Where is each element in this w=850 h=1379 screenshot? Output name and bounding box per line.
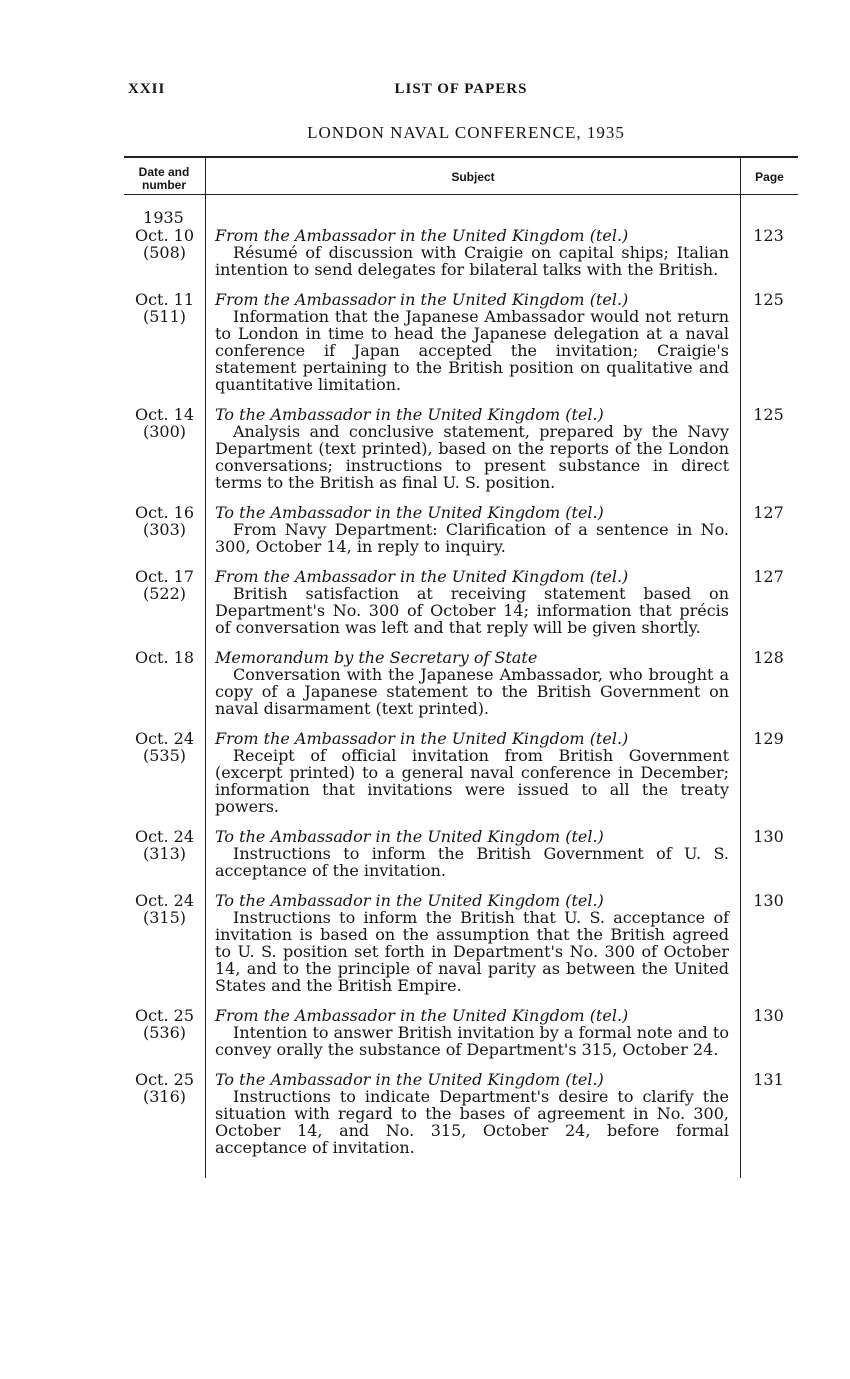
papers-table-body <box>124 209 798 1169</box>
entry-date: Oct. 24 <box>134 827 195 846</box>
column-header-date-line2: number <box>141 178 186 192</box>
entry-page: 127 <box>753 567 784 586</box>
entry-subject-cell <box>205 291 739 393</box>
entry-date: Oct. 25 <box>134 1070 195 1089</box>
entry-sender: From the Ambassador in the United Kingdom (tel.) <box>215 567 629 586</box>
entry-date-cell <box>124 892 205 994</box>
entry-page: 127 <box>753 503 784 522</box>
entry-date-cell <box>124 291 205 393</box>
entry-date: Oct. 17 <box>134 567 195 586</box>
page-number: XXII <box>128 81 166 97</box>
entry-summary: Receipt of official invitation from British Government (excerpt printed) to a general naval conference in December; information that invitations were issued to all the treaty powers. <box>215 746 729 816</box>
entry-date: Oct. 14 <box>134 405 195 424</box>
entry-number: (316) <box>142 1087 187 1106</box>
entry-sender: To the Ambassador in the United Kingdom (tel.) <box>215 503 604 522</box>
entry-summary: From Navy Department: Clarification of a sentence in No. 300, October 14, in reply to inquiry. <box>215 520 729 556</box>
entry-date-cell <box>124 227 205 278</box>
column-header-date-line1: Date and <box>138 165 190 179</box>
entry-summary: Conversation with the Japanese Ambassador, who brought a copy of a Japanese statement to the British Government on naval disarmament (text printed). <box>215 665 729 718</box>
entry-subject-cell <box>205 504 739 555</box>
table-row <box>124 828 798 879</box>
entry-sender: From the Ambassador in the United Kingdom (tel.) <box>215 290 629 309</box>
entry-subject-cell <box>205 1007 739 1058</box>
entry-subject-cell <box>205 730 739 815</box>
entry-date: Oct. 16 <box>134 503 195 522</box>
entry-number: (303) <box>142 520 187 539</box>
entry-summary: Instructions to inform the British Government of U. S. acceptance of the invitation. <box>215 844 729 880</box>
entry-sender: Memorandum by the Secretary of State <box>215 648 538 667</box>
entry-date: Oct. 25 <box>134 1006 195 1025</box>
entry-page: 131 <box>753 1070 784 1089</box>
column-header-subject: Subject <box>451 170 495 184</box>
entry-sender: From the Ambassador in the United Kingdom (tel.) <box>215 226 629 245</box>
table-row <box>124 892 798 994</box>
entry-subject-cell <box>205 227 739 278</box>
entry-summary: Information that the Japanese Ambassador would not return to London in time to head the Japanese delegation at a naval conference if Japan accepted the invitation; Craigie's statement pertaining to the British position on qualitative and quantitative limitation. <box>215 307 729 394</box>
entry-sender: To the Ambassador in the United Kingdom (tel.) <box>215 1070 604 1089</box>
table-row <box>124 504 798 555</box>
entry-date-cell <box>124 828 205 879</box>
entry-sender: To the Ambassador in the United Kingdom (tel.) <box>215 827 604 846</box>
entry-summary: Intention to answer British invitation by a formal note and to convey orally the substance of Department's 315, October 24. <box>215 1023 729 1059</box>
table-row <box>124 730 798 815</box>
entry-sender: From the Ambassador in the United Kingdom (tel.) <box>215 1006 629 1025</box>
entry-date: Oct. 10 <box>134 226 195 245</box>
entry-page: 130 <box>753 1006 784 1025</box>
entry-number: (508) <box>142 243 187 262</box>
year-label: 1935 <box>143 208 184 227</box>
column-header-page: Page <box>755 170 784 184</box>
table-row <box>124 568 798 636</box>
entry-page: 125 <box>753 290 784 309</box>
entry-date-cell <box>124 568 205 636</box>
entry-date: Oct. 24 <box>134 729 195 748</box>
entry-sender: From the Ambassador in the United Kingdom (tel.) <box>215 729 629 748</box>
table-row <box>124 291 798 393</box>
entry-subject-cell <box>205 892 739 994</box>
entry-subject-cell <box>205 1071 739 1156</box>
entry-page: 128 <box>753 648 784 667</box>
entry-number: (315) <box>142 908 187 927</box>
entry-number: (536) <box>142 1023 187 1042</box>
entry-summary: Instructions to indicate Department's desire to clarify the situation with regard to the bases of agreement in No. 300, October 14, and No. 315, October 24, before formal acceptance of invitation. <box>215 1087 729 1157</box>
entry-summary: Résumé of discussion with Craigie on capital ships; Italian intention to send delegates for bilateral talks with the British. <box>215 243 729 279</box>
entry-summary: British satisfaction at receiving statement based on Department's No. 300 of October 14; information that précis of conversation was left and that reply will be given shortly. <box>215 584 729 637</box>
table-row <box>124 1071 798 1156</box>
entry-summary: Analysis and conclusive statement, prepared by the Navy Department (text printed), based on the reports of the London conversations; instructions to present substance in direct terms to the British as final U. S. position. <box>215 422 729 492</box>
entry-number: (313) <box>142 844 187 863</box>
entry-number: (300) <box>142 422 187 441</box>
entry-date-cell <box>124 1071 205 1156</box>
entry-sender: To the Ambassador in the United Kingdom (tel.) <box>215 405 604 424</box>
table-row <box>124 227 798 278</box>
entry-number: (511) <box>142 307 187 326</box>
entry-subject-cell <box>205 649 739 717</box>
entry-date-cell <box>124 730 205 815</box>
entry-date-cell <box>124 649 205 717</box>
entry-subject-cell <box>205 568 739 636</box>
entry-page: 130 <box>753 827 784 846</box>
entry-page: 123 <box>753 226 784 245</box>
entry-number: (522) <box>142 584 187 603</box>
entry-subject-cell <box>205 406 739 491</box>
entry-date: Oct. 24 <box>134 891 195 910</box>
entry-page: 130 <box>753 891 784 910</box>
entry-subject-cell <box>205 828 739 879</box>
entry-date-cell <box>124 406 205 491</box>
column-header-date <box>124 166 204 192</box>
table-top-rule <box>124 156 798 158</box>
entry-date-cell <box>124 1007 205 1058</box>
entry-summary: Instructions to inform the British that U. S. acceptance of invitation is based on the assumption that the British agreed to U. S. position set forth in Department's No. 300 of October 14, and to the principle of naval parity as between the United States and the British Empire. <box>215 908 729 995</box>
entry-sender: To the Ambassador in the United Kingdom (tel.) <box>215 891 604 910</box>
entry-page: 125 <box>753 405 784 424</box>
section-title: LONDON NAVAL CONFERENCE, 1935 <box>307 123 625 142</box>
entry-date: Oct. 11 <box>134 290 195 309</box>
table-row <box>124 649 798 717</box>
entry-date-cell <box>124 504 205 555</box>
entry-number: (535) <box>142 746 187 765</box>
running-head: LIST OF PAPERS <box>394 81 528 97</box>
entry-page: 129 <box>753 729 784 748</box>
table-row <box>124 406 798 491</box>
entry-date: Oct. 18 <box>134 648 195 667</box>
table-header-rule <box>124 194 798 195</box>
table-row <box>124 1007 798 1058</box>
